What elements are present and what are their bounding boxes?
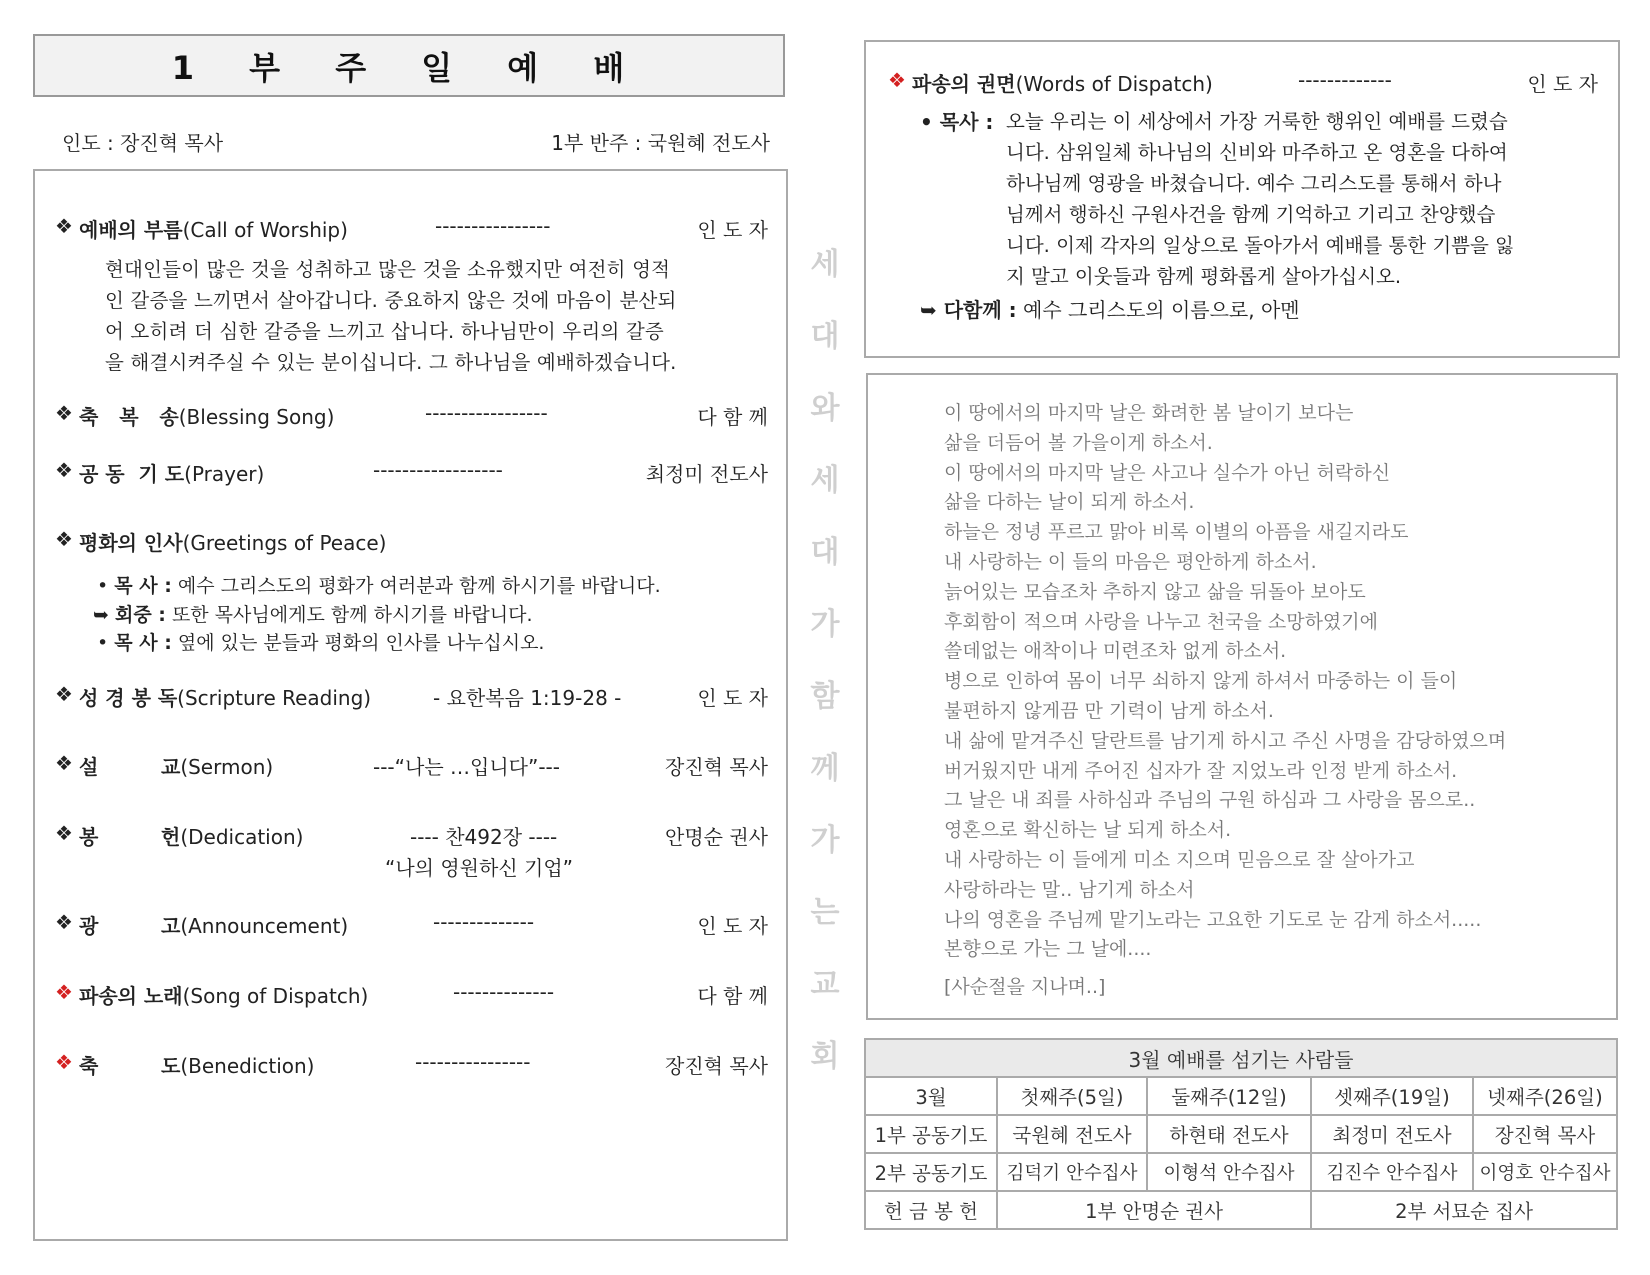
page-title: 1 부 주 일 예 배 <box>33 34 785 97</box>
schedule-title: 3월 예배를 섬기는 사람들 <box>865 1039 1617 1077</box>
diamond-bullet-icon: ❖ <box>55 980 73 1004</box>
order-item-sermon <box>55 751 768 781</box>
order-item-prayer <box>55 458 768 488</box>
diamond-bullet-icon: ❖ <box>55 821 73 845</box>
order-item-name: 봉 헌(Dedication) <box>79 825 304 849</box>
order-item-presenter: 다 함 께 <box>697 984 768 1008</box>
vertical-slogan: 세 대 와 세 대 가 함 께 가 는 교 회 <box>810 247 840 1074</box>
dispatch-pastor-text: 오늘 우리는 이 세상에서 가장 거룩한 행위인 예배를 드렸습 니다. 삼위일체 하나님의 신비와 마주하고 온 영혼을 다하여 하나님께 영광을 바쳤습니다. 예수 그리스도를 통해서 하나 님께서 행하신 구원사건을 함께 기억하고 기리고 찬양했습 니다. 이제 각자의 일상으로 돌아가서 예배를 통한 기쁨을 잃 지 말고 이웃들과 함께 평화롭게 살아가십시오. <box>1006 110 1514 288</box>
diamond-bullet-icon: ❖ <box>55 751 73 775</box>
order-item-presenter: 최정미 전도사 <box>645 462 768 486</box>
order-item-name: 공 동 기 도(Prayer) <box>79 462 265 486</box>
poem-caption: [사순절을 지나며..] <box>944 976 1106 999</box>
dash-leader: ------------- <box>1298 68 1392 92</box>
diamond-bullet-icon: ❖ <box>55 401 73 425</box>
order-item-name: 성 경 봉 독(Scripture Reading) <box>79 686 372 710</box>
diamond-bullet-icon: ❖ <box>55 1050 73 1074</box>
order-item-dedication <box>55 821 768 851</box>
diamond-bullet-icon: ❖ <box>55 527 73 551</box>
order-item-presenter: 다 함 께 <box>697 405 768 429</box>
order-item-presenter: 인 도 자 <box>697 686 768 710</box>
diamond-bullet-icon: ❖ <box>888 68 906 92</box>
worship-leader: 인도 : 장진혁 목사 <box>62 131 224 155</box>
diamond-bullet-icon: ❖ <box>55 214 73 238</box>
order-item-presenter: 인 도 자 <box>697 914 768 938</box>
hymn-number: ---- 찬492장 ---- <box>410 825 558 849</box>
order-item-presenter: 안명순 권사 <box>665 825 768 849</box>
order-item-name: 예배의 부름(Call of Worship) <box>79 218 348 242</box>
peace-line-congregation: ➥ 회중 : 또한 목사님에게도 함께 하시기를 바랍니다. <box>93 604 533 626</box>
order-item-presenter: 인 도 자 <box>697 218 768 242</box>
scripture-reference: - 요한복음 1:19-28 - <box>433 686 622 710</box>
hymn-title: “나의 영원하신 기업” <box>385 856 573 880</box>
all-response: ➥ 다함께 : 예수 그리스도의 이름으로, 아멘 <box>920 298 1300 322</box>
diamond-bullet-icon: ❖ <box>55 458 73 482</box>
diamond-bullet-icon: ❖ <box>55 682 73 706</box>
dispatch-name: 파송의 권면(Words of Dispatch) <box>912 72 1213 96</box>
peace-line-pastor-2: • 목 사 : 옆에 있는 분들과 평화의 인사를 나누십시오. <box>97 632 545 654</box>
order-item-scripture <box>55 682 768 712</box>
accompanist: 1부 반주 : 국원혜 전도사 <box>551 131 770 155</box>
order-item-call <box>55 214 768 244</box>
diamond-bullet-icon: ❖ <box>55 910 73 934</box>
dispatch-heading <box>888 68 1598 98</box>
order-item-name: 축 복 송(Blessing Song) <box>79 405 335 429</box>
call-to-worship-text: 현대인들이 많은 것을 성취하고 많은 것을 소유했지만 여전히 영적 인 갈증을 느끼면서 살아갑니다. 중요하지 않은 것에 마음이 분산되 어 오히려 더 심한 갈증을 느끼고 삽니다. 하나님만이 우리의 갈증 을 해결시켜주실 수 있는 분이십니다. 그 하나님을 예배하겠습니다. <box>105 258 677 374</box>
poem-text: 이 땅에서의 마지막 날은 화려한 봄 날이기 보다는 삶을 더듬어 볼 가을이게 하소서. 이 땅에서의 마지막 날은 사고나 실수가 아닌 허락하신 삶을 다하는 날이 되게 하소서. 하늘은 정녕 푸르고 맑아 비록 이별의 아픔을 새길지라도 내 사랑하는 이 들의 마음은 평안하게 하소서. 늙어있는 모습조차 추하지 않고 삶을 뒤돌아 보아도 후회함이 적으며 사랑을 나누고 천국을 소망하였기에 쓸데없는 애착이나 미련조차 없게 하소서. 병으로 인하여 몸이 너무 쇠하지 않게 하셔서 마중하는 이 들이 불편하지 않게끔 만 기력이 남게 하소서. 내 삶에 맡겨주신 달란트를 남기게 하시고 주신 사명을 감당하였으며 버거웠지만 내게 주어진 십자가 잘 지었노라 인정 받게 하소서. 그 날은 내 죄를 사하심과 주님의 구원 하심과 그 사랑을 몸으로.. 영혼으로 확신하는 날 되게 하소서. 내 사랑하는 이 들에게 미소 지으며 믿음으로 잘 살아가고 사랑하라는 말.. 남기게 하소서 나의 영혼을 주님께 맡기노라는 고요한 기도로 눈 감게 하소서..... 본향으로 가는 그 날에.... [사순절을 지나며..] <box>944 399 1506 1003</box>
table-row: 헌 금 봉 헌 1부 안명순 권사 2부 서묘순 집사 <box>865 1191 1617 1229</box>
poem-box <box>866 373 1618 1020</box>
order-of-worship <box>33 169 788 1241</box>
table-row: 2부 공동기도 김덕기 안수집사 이형석 안수집사 김진수 안수집사 이영호 안수집사 <box>865 1153 1617 1191</box>
order-item-benediction <box>55 1050 768 1080</box>
dash-leader: ---------------- <box>415 1050 531 1074</box>
dispatch-presenter: 인 도 자 <box>1527 72 1598 96</box>
order-item-name: 파송의 노래(Song of Dispatch) <box>79 984 369 1008</box>
dash-leader: -------------- <box>453 980 555 1004</box>
arrow-icon: ➥ <box>93 604 109 626</box>
peace-line-pastor: • 목 사 : 예수 그리스도의 평화가 여러분과 함께 하시기를 바랍니다. <box>97 575 661 597</box>
order-item-blessing-song <box>55 401 768 431</box>
order-item-presenter: 장진혁 목사 <box>665 1054 768 1078</box>
pastor-label: • 목사 : <box>920 110 994 134</box>
dash-leader: ------------------ <box>373 458 503 482</box>
order-item-announcement <box>55 910 768 940</box>
dash-leader: -------------- <box>433 910 535 934</box>
table-row: 1부 공동기도 국원혜 전도사 하현태 전도사 최정미 전도사 장진혁 목사 <box>865 1115 1617 1153</box>
order-item-peace <box>55 527 768 557</box>
order-item-name: 광 고(Announcement) <box>79 914 349 938</box>
sermon-title: ---“나는 …입니다”--- <box>373 755 560 779</box>
order-item-name: 설 교(Sermon) <box>79 755 274 779</box>
order-item-name: 평화의 인사(Greetings of Peace) <box>79 531 387 555</box>
dash-leader: ----------------- <box>425 401 548 425</box>
service-schedule-table <box>864 1038 1618 1230</box>
words-of-dispatch <box>864 40 1620 358</box>
order-item-song-of-dispatch <box>55 980 768 1010</box>
table-row: 3월 첫째주(5일) 둘째주(12일) 셋째주(19일) 넷째주(26일) <box>865 1077 1617 1115</box>
dash-leader: ---------------- <box>435 214 551 238</box>
order-item-name: 축 도(Benediction) <box>79 1054 315 1078</box>
order-item-presenter: 장진혁 목사 <box>665 755 768 779</box>
